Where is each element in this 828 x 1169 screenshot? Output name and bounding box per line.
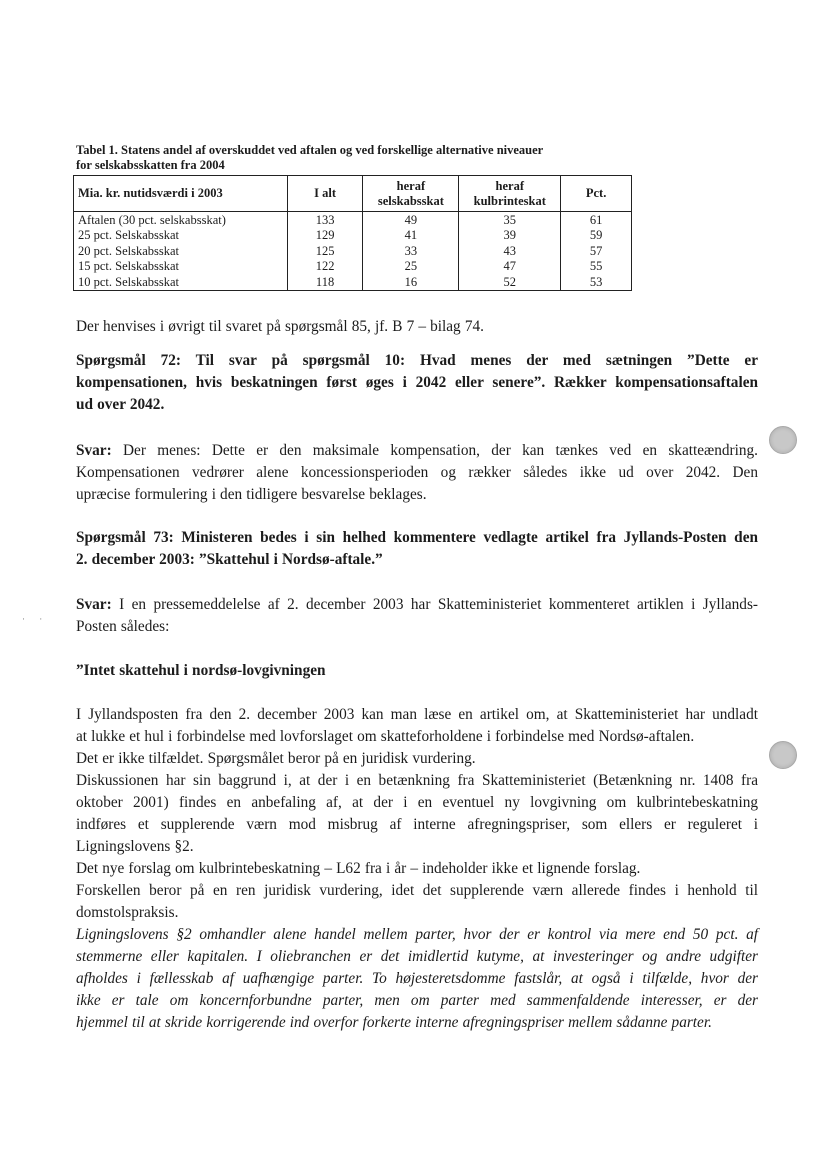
row-total: 133: [287, 212, 363, 229]
answer-72-line: upræcise formulering i den tidligere besvarelse beklages.: [76, 486, 427, 503]
press-italic-line: Ligningslovens §2 omhandler alene handel mellem parter, hvor der er kontrol via mere end 50 pct. af: [76, 926, 758, 943]
table-caption-line: for selskabsskatten fra 2004: [76, 158, 225, 172]
table-row: [74, 212, 632, 229]
row-kulbrinteskat: 47: [459, 259, 561, 274]
press-italic-line: ikke er tale om koncernforbundne parter, men om parter med sammenfaldende interesser, er der: [76, 992, 758, 1009]
row-pct: 61: [561, 212, 632, 229]
answer-73: [76, 594, 758, 638]
press-line: Forskellen beror på en ren juridisk vurdering, idet det supplerende værn allerede findes i henhold til: [76, 882, 758, 899]
press-italic-line: afholdes i fællesskab af uafhængige parter. To højesteretsdomme fastslår, at også i tilfælde, hvor der: [76, 970, 758, 987]
header-i-alt: I alt: [287, 176, 363, 212]
row-kulbrinteskat: 39: [459, 228, 561, 243]
row-selskabsskat: 33: [363, 244, 459, 259]
question-72-line: kompensationen, hvis beskatningen først øges i 2042 eller senere”. Rækker kompensationsaftalen: [76, 374, 758, 391]
answer-72: [76, 440, 758, 506]
press-line: Det er ikke tilfældet. Spørgsmålet beror på en juridisk vurdering.: [76, 750, 476, 767]
table-row: [74, 244, 632, 259]
table-row: [74, 228, 632, 243]
header-kulbrinteskat-line1: heraf: [495, 178, 524, 193]
header-kulbrinteskat: [459, 176, 561, 212]
question-73: [76, 527, 758, 571]
row-kulbrinteskat: 52: [459, 275, 561, 291]
question-73-line: Spørgsmål 73: Ministeren bedes i sin helhed kommentere vedlagte artikel fra Jyllands-Posten den: [76, 529, 758, 546]
table-caption-line: Tabel 1. Statens andel af overskuddet ved aftalen og ved forskellige alternative niveauer: [76, 143, 544, 157]
reference-text: Der henvises i øvrigt til svaret på spørgsmål 85, jf. B 7 – bilag 74.: [76, 318, 484, 335]
scan-speckle: · ·: [22, 614, 49, 624]
press-release-body: [76, 704, 758, 1034]
header-pct: Pct.: [561, 176, 632, 212]
press-line: oktober 2001) findes en anbefaling af, at der i en eventuel ny lovgivning om kulbrintebeskatning: [76, 794, 758, 811]
question-72: [76, 350, 758, 416]
row-selskabsskat: 25: [363, 259, 459, 274]
answer-72-line: Kompensationen vedrører alene koncessionsperioden og rækker således ikke ud over 2042. Den: [76, 464, 758, 481]
answer-label: Svar:: [76, 442, 112, 459]
question-72-line: ud over 2042.: [76, 396, 165, 413]
answer-label: Svar:: [76, 596, 112, 613]
question-73-line: 2. december 2003: ”Skattehul i Nordsø-aftale.”: [76, 551, 383, 568]
press-release-title: [76, 660, 758, 682]
press-line: Det nye forslag om kulbrintebeskatning – L62 fra i år – indeholder ikke et lignende forslag.: [76, 860, 641, 877]
row-label: Aftalen (30 pct. selskabsskat): [74, 212, 288, 229]
question-72-line: Spørgsmål 72: Til svar på spørgsmål 10: Hvad menes der med sætningen ”Dette er: [76, 352, 758, 369]
row-pct: 53: [561, 275, 632, 291]
header-mia-kr: Mia. kr. nutidsværdi i 2003: [74, 176, 288, 212]
press-line: Ligningslovens §2.: [76, 838, 194, 855]
row-label: 10 pct. Selskabsskat: [74, 275, 288, 291]
header-selskabsskat: [363, 176, 459, 212]
press-line: indføres et supplerende værn mod misbrug af interne afregningspriser, som ellers er reguleret i: [76, 816, 758, 833]
binder-hole: [769, 741, 797, 769]
table-row: [74, 275, 632, 291]
row-kulbrinteskat: 35: [459, 212, 561, 229]
header-kulbrinteskat-line2: kulbrinteskat: [473, 193, 546, 208]
row-total: 118: [287, 275, 363, 291]
row-pct: 55: [561, 259, 632, 274]
press-line: at lukke et hul i forbindelse med lovforslaget om skatteforholdene i forbindelse med Nordsø-aftalen.: [76, 728, 695, 745]
row-kulbrinteskat: 43: [459, 244, 561, 259]
press-italic-line: stemmerne eller kapitalen. I oliebranchen er det imidlertid kutyme, at investeringer og andre udgifter: [76, 948, 758, 965]
answer-73-line: I en pressemeddelelse af 2. december 2003 har Skatteministeriet kommenteret artiklen i Jyllands-: [111, 596, 758, 613]
row-label: 15 pct. Selskabsskat: [74, 259, 288, 274]
press-title-text: ”Intet skattehul i nordsø-lovgivningen: [76, 662, 326, 679]
row-label: 25 pct. Selskabsskat: [74, 228, 288, 243]
row-pct: 59: [561, 228, 632, 243]
row-selskabsskat: 49: [363, 212, 459, 229]
header-selskabsskat-line1: heraf: [396, 178, 426, 193]
row-pct: 57: [561, 244, 632, 259]
row-total: 122: [287, 259, 363, 274]
row-selskabsskat: 16: [363, 275, 459, 291]
row-label: 20 pct. Selskabsskat: [74, 244, 288, 259]
press-line: Diskussionen har sin baggrund i, at der i en betænkning fra Skatteministeriet (Betænkning nr. 1408 fra: [76, 772, 758, 789]
press-line: I Jyllandsposten fra den 2. december 2003 kan man læse en artikel om, at Skatteministeriet har undladt: [76, 706, 758, 723]
press-italic-line: hjemmel til at skride korrigerende ind overfor forkerte interne afregningspriser mellem sådanne parter.: [76, 1014, 712, 1031]
binder-hole: [769, 426, 797, 454]
row-selskabsskat: 41: [363, 228, 459, 243]
header-selskabsskat-line2: selskabsskat: [377, 193, 444, 208]
press-line: domstolspraksis.: [76, 904, 179, 921]
answer-73-line: Posten således:: [76, 618, 170, 635]
row-total: 129: [287, 228, 363, 243]
row-total: 125: [287, 244, 363, 259]
table-caption: [76, 143, 636, 173]
statens-andel-table: [73, 175, 632, 291]
reference-paragraph: [76, 316, 758, 338]
table-header-row: [74, 176, 632, 212]
table-row: [74, 259, 632, 274]
answer-72-line: Der menes: Dette er den maksimale kompensation, der kan tænkes ved en skatteændring.: [111, 442, 758, 459]
